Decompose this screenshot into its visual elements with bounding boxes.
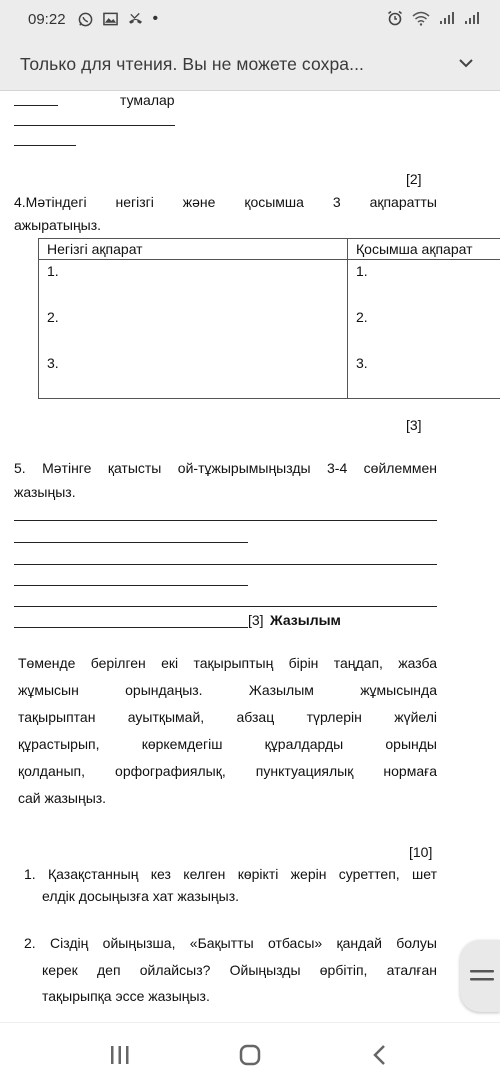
whatsapp-icon [78, 12, 93, 27]
instruction-line: сай жазыңыз. [18, 785, 437, 812]
status-system-icons [387, 10, 480, 26]
q4-score: [2] [406, 171, 422, 187]
instruction-line: тақырыптан ауытқымай, абзац түрлерін жүйелі [18, 704, 437, 731]
answer-line [14, 585, 248, 586]
signal-icon [439, 11, 455, 25]
top-word: тумалар [120, 91, 175, 109]
q4-question-line-1: 4.Мәтіндегі негізгі және қосымша 3 ақпаратты [14, 193, 437, 211]
answer-line [14, 145, 76, 146]
answer-line [14, 564, 437, 565]
status-time: 09:22 [28, 11, 66, 28]
chevron-down-icon[interactable] [456, 53, 476, 73]
answer-line [14, 125, 175, 126]
q5-question-line-2: жазыңыз. [14, 483, 76, 501]
list-item: 1. [356, 260, 500, 306]
list-item: 3. [356, 352, 500, 398]
table-cell-main [39, 260, 348, 399]
topic-1-line-2: елдік досыңызға хат жазыңыз. [42, 887, 239, 905]
list-item: 2. [356, 306, 500, 352]
table-cell-extra [348, 260, 500, 399]
android-nav-bar [0, 1022, 500, 1084]
instruction-line: құрастырып, көркемдегіш құралдарды орынды [18, 731, 437, 758]
topic-1-line-1: 1. Қазақстанның кез келген көрікті жерін суреттеп, шет [24, 865, 437, 883]
q5-question-line-1: 5. Мәтінге қатысты ой-тұжырымыңызды 3-4 сөйлеммен [14, 459, 437, 477]
recents-icon[interactable] [100, 1043, 140, 1067]
topic-2-line-3: тақырыпқа эссе жазыңыз. [42, 987, 210, 1005]
list-item: 2. [47, 306, 347, 352]
dot-icon: • [153, 14, 159, 24]
scroll-handle[interactable] [460, 940, 500, 1012]
answer-line [14, 627, 248, 628]
list-item: 3. [47, 352, 347, 398]
info-table [38, 238, 500, 399]
answer-line [14, 606, 437, 607]
home-icon[interactable] [230, 1043, 270, 1067]
answer-line [14, 542, 248, 543]
signal-icon-2 [464, 11, 480, 25]
q5-score: [3] [248, 611, 264, 629]
table-header-main: Негізгі ақпарат [39, 239, 348, 260]
q4-table-score: [3] [406, 417, 422, 433]
topic-2-line-2: керек деп ойлайсыз? Ойыңызды өрбітіп, аталған [42, 961, 437, 979]
wifi-icon [412, 11, 430, 26]
writing-instructions [18, 650, 437, 812]
status-bar [0, 0, 500, 38]
topic-2-line-1: 2. Сіздің ойыңызша, «Бақытты отбасы» қандай болуы [24, 934, 437, 952]
instruction-line: жұмысын орындаңыз. Жазылым жұмысында [18, 677, 437, 704]
missed-call-icon [128, 12, 143, 26]
menu-lines-icon [470, 966, 494, 986]
read-only-text: Только для чтения. Вы не можете сохра... [20, 54, 364, 75]
answer-line [14, 520, 437, 521]
list-item: 1. [47, 260, 347, 306]
back-icon[interactable] [360, 1043, 400, 1067]
table-header-extra: Қосымша ақпарат [348, 239, 500, 260]
answer-line [14, 105, 58, 106]
status-notification-icons [78, 12, 159, 27]
read-only-banner [0, 38, 500, 91]
writing-score: [10] [409, 844, 432, 860]
section-title: Жазылым [270, 611, 341, 629]
gallery-icon [103, 12, 118, 26]
instruction-line: Төменде берілген екі тақырыптың бірін таңдап, жазба [18, 650, 437, 677]
alarm-icon [387, 10, 403, 26]
instruction-line: қолданып, орфографиялық, пунктуациялық нормаға [18, 758, 437, 785]
document-page [0, 91, 500, 1021]
q4-question-line-2: ажыратыңыз. [14, 216, 101, 234]
